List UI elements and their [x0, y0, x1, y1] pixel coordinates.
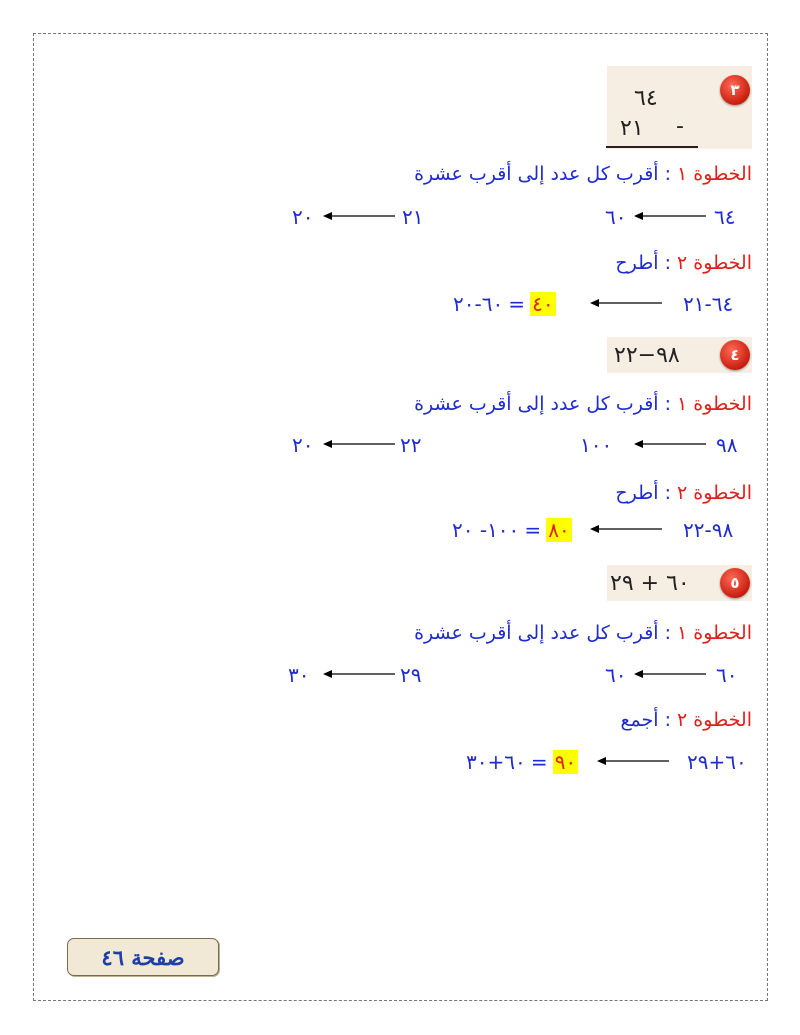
equals-sign: =: [524, 518, 542, 542]
left-arrow-icon: [322, 206, 397, 226]
problem-3-result: ٤٠: [532, 292, 554, 316]
problem-3-round-b-from: ٢١: [402, 205, 424, 229]
left-arrow-icon: [633, 206, 708, 226]
problem-3-badge-icon: ٣: [720, 75, 750, 105]
page-number-badge: [67, 938, 219, 976]
problem-3-bottom-number: ٢١: [620, 116, 644, 141]
left-arrow-icon: [589, 519, 664, 539]
problem-5-result: ٩٠: [554, 750, 577, 774]
problem-5-step2: [620, 709, 752, 731]
problem-4-solution: [452, 518, 572, 542]
problem-5-round-a-from: ٦٠: [716, 663, 738, 687]
step-label: الخطوة ١: [677, 622, 752, 644]
problem-4-round-b-from: ٢٢: [400, 433, 422, 457]
problem-5-solution: [466, 750, 578, 774]
step-text: : أقرب كل عدد إلى أقرب عشرة: [414, 393, 678, 415]
left-arrow-icon: [322, 434, 397, 454]
step-text: : أقرب كل عدد إلى أقرب عشرة: [414, 163, 678, 185]
step-label: الخطوة ١: [677, 163, 752, 185]
left-arrow-icon: [322, 664, 397, 684]
left-arrow-icon: [633, 664, 708, 684]
problem-3-round-a-to: ٦٠: [605, 205, 627, 229]
problem-3-rounded-expression: ٦٠-٢٠: [453, 292, 504, 316]
problem-5-header-expression: ٦٠ + ٢٩: [610, 571, 690, 596]
step-label: الخطوة ٢: [677, 252, 752, 274]
problem-4-result: ٨٠: [548, 518, 570, 542]
step-text: : أقرب كل عدد إلى أقرب عشرة: [414, 622, 678, 644]
equals-sign: =: [530, 750, 548, 774]
left-arrow-icon: [633, 434, 708, 454]
problem-4-round-a-to: ١٠٠: [580, 433, 613, 457]
problem-4-header-expression: ٩٨−٢٢: [614, 343, 680, 368]
problem-3-underline: [606, 146, 698, 148]
problem-4-round-b-to: ٢٠: [292, 433, 314, 457]
problem-3-expression: ٦٤-٢١: [683, 292, 734, 316]
problem-5-step1: [414, 622, 752, 644]
problem-5-expression: ٦٠+٢٩: [687, 750, 747, 774]
equals-sign: =: [508, 292, 526, 316]
problem-4-round-a-from: ٩٨: [716, 433, 738, 457]
problem-4-expression: ٩٨-٢٢: [683, 518, 734, 542]
problem-4-badge-icon: ٤: [720, 340, 750, 370]
problem-5-round-b-from: ٢٩: [400, 663, 422, 687]
problem-3-step2: [615, 252, 752, 274]
left-arrow-icon: [596, 751, 671, 771]
problem-5-badge-icon: ٥: [720, 568, 750, 598]
step-text: : أجمع: [620, 709, 678, 731]
step-text: : أطرح: [615, 482, 678, 504]
step-label: الخطوة ١: [677, 393, 752, 415]
problem-3-round-b-to: ٢٠: [292, 205, 314, 229]
page-label: صفحة ٤٦: [101, 944, 185, 970]
problem-3-operator: -: [676, 114, 684, 139]
step-label: الخطوة ٢: [677, 709, 752, 731]
problem-3-step1: [414, 163, 752, 185]
problem-5-rounded-expression: ٦٠+٣٠: [466, 750, 526, 774]
problem-5-round-a-to: ٦٠: [605, 663, 627, 687]
problem-3-round-a-from: ٦٤: [714, 205, 736, 229]
problem-4-step2: [615, 482, 752, 504]
step-text: : أطرح: [615, 252, 678, 274]
left-arrow-icon: [589, 293, 664, 313]
problem-5-round-b-to: ٣٠: [288, 663, 310, 687]
problem-4-step1: [414, 393, 752, 415]
problem-4-rounded-expression: ١٠٠- ٢٠: [452, 518, 520, 542]
step-label: الخطوة ٢: [677, 482, 752, 504]
problem-3-solution: [453, 292, 556, 316]
problem-3-top-number: ٦٤: [634, 86, 658, 111]
